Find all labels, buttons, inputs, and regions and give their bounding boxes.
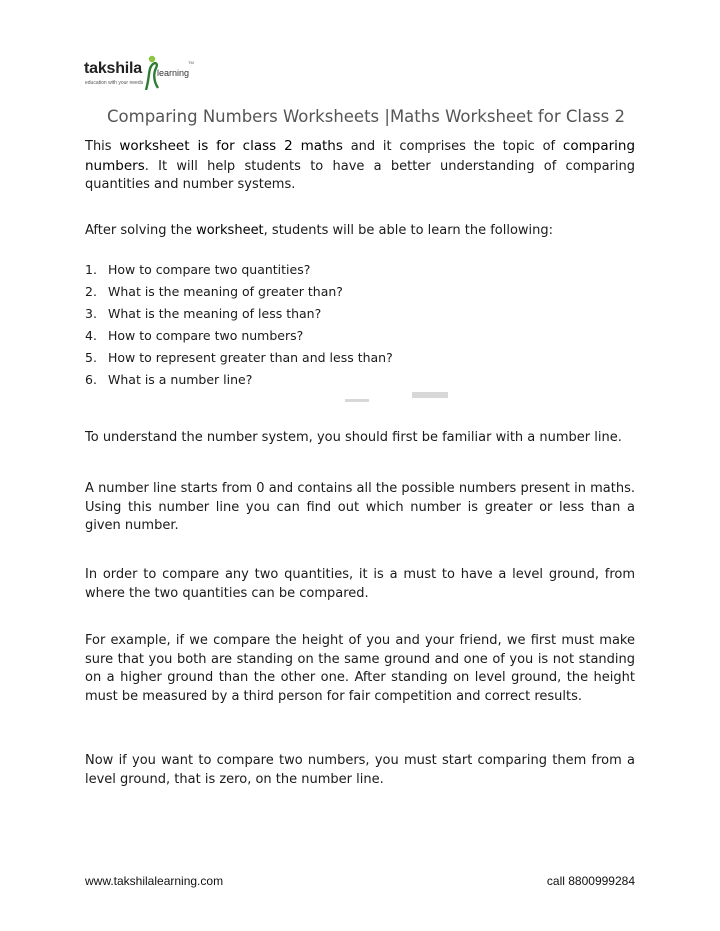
list-number: 2. <box>85 284 97 299</box>
list-item <box>85 371 393 393</box>
list-number: 4. <box>85 328 97 343</box>
list-number: 5. <box>85 350 97 365</box>
intro-text-2: and it comprises the topic of <box>350 139 556 154</box>
intro-text-3: . It will help students to have a better understanding of comparing quantities and number systems. <box>85 158 635 192</box>
list-item <box>85 327 393 349</box>
intro-highlight-1: worksheet is for class 2 maths <box>119 138 343 154</box>
logo-wordmark-learning: learning <box>157 68 190 78</box>
list-number: 3. <box>85 306 97 321</box>
intro-paragraph <box>85 137 635 195</box>
list-text: What is the meaning of greater than? <box>108 284 343 299</box>
list-text: What is the meaning of less than? <box>108 306 322 321</box>
intro-highlight-2: comparing numbers <box>85 138 636 174</box>
list-text: What is a number line? <box>108 372 253 387</box>
list-number: 1. <box>85 262 97 277</box>
footer-phone: call 8800999284 <box>546 874 635 888</box>
intro-text-1: This <box>85 139 112 154</box>
brand-logo <box>84 54 204 94</box>
footer-website-link[interactable]: www.takshilalearning.com <box>85 874 224 888</box>
after-text-2: , students will be able to learn the following: <box>263 223 554 238</box>
learning-outcomes-list <box>85 261 393 393</box>
logo-tagline: education with your needs <box>85 80 144 86</box>
list-item <box>85 349 393 371</box>
list-text: How to represent greater than and less than? <box>108 350 393 365</box>
list-number: 6. <box>85 372 97 387</box>
list-text: How to compare two quantities? <box>108 262 311 277</box>
list-item <box>85 305 393 327</box>
list-item <box>85 283 393 305</box>
paragraph-number-line: A number line starts from 0 and contains all the possible numbers present in maths. Using this number line you can find out which number is greater or less than a given number. <box>85 481 635 533</box>
list-text: How to compare two numbers? <box>108 328 304 343</box>
after-text-1: After solving the <box>85 223 192 238</box>
list-item <box>85 261 393 283</box>
after-highlight: worksheet <box>196 223 264 238</box>
logo-trademark: TM <box>188 60 194 65</box>
scan-artifact <box>412 392 448 398</box>
paragraph-number-system: To understand the number system, you should first be familiar with a number line. <box>85 430 622 445</box>
page-title: Comparing Numbers Worksheets |Maths Worksheet for Class 2 <box>107 107 626 126</box>
logo-wordmark: takshila <box>84 60 142 77</box>
paragraph-compare-numbers: Now if you want to compare two numbers, you must start comparing them from a level ground, that is zero, on the number line. <box>85 753 635 787</box>
after-paragraph <box>85 222 635 241</box>
paragraph-level-ground: In order to compare any two quantities, it is a must to have a level ground, from where the two quantities can be compared. <box>85 567 635 601</box>
paragraph-example: For example, if we compare the height of you and your friend, we first must make sure that you both are standing on the same ground and one of you is not standing on a higher ground than the other one. After standing on level ground, the height must be measured by a third person for fair competition and correct results. <box>85 633 635 704</box>
scan-artifact <box>345 399 369 402</box>
